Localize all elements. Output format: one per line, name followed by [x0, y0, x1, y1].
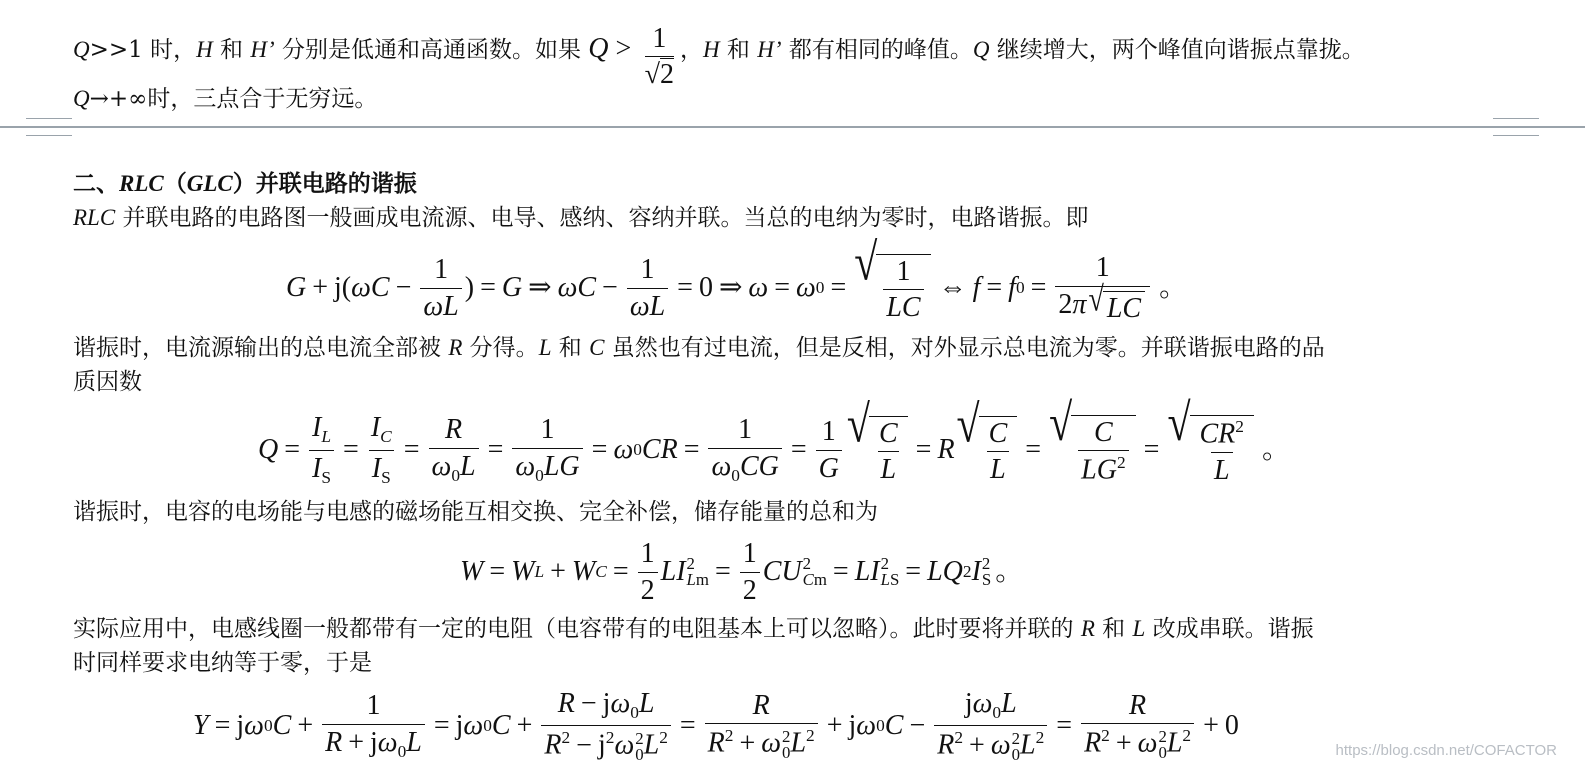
fraction-1-over-sqrt2 — [642, 24, 677, 90]
section-heading — [73, 167, 417, 201]
symbol: Q — [73, 86, 90, 111]
text: 实际应用中，电感线圈一般都带有一定的电阻（电容带有的电阻基本上可以忽略）。此时要将并联的 — [73, 616, 1081, 642]
text: 和 — [212, 36, 251, 63]
text: > — [608, 32, 632, 64]
text: 和 — [719, 36, 758, 63]
equation-quality-factor: Q = $\frac{I_L}{I_S}$ = $\frac{I_C}{I_S}$ = $\frac{R}{\omega_0L}$ = $\frac{1}{\omega_0LG}$ = ω 0 CR = $\frac{1}{\omega_0CG}$ = $\frac{1}{G}$ √ $\frac{C}{L}$ = R √ $\frac{C}{L}$ = √ $\frac{C}{LG^2}$ = √ $\frac{CR^2}{L}$ 。 — [258, 394, 1290, 487]
page-break-line — [0, 126, 1585, 128]
text: 谐振时，电流源输出的总电流全部被 — [73, 335, 449, 361]
heading-paren: （ — [163, 170, 187, 197]
heading-glc: GLC — [186, 171, 233, 196]
text: 和 — [1094, 616, 1133, 642]
text: ， — [680, 36, 703, 63]
text: >>1 时， — [89, 36, 197, 63]
text: 继续增大，两个峰值向谐振点靠拢。 — [989, 36, 1365, 63]
symbol: Q — [73, 36, 90, 62]
symbol: H’ — [250, 36, 275, 62]
sqrt-arg: 2 — [660, 59, 674, 91]
paragraph-energy — [73, 495, 878, 529]
symbol: R — [448, 335, 463, 360]
symbol: R — [1080, 616, 1095, 641]
heading-suffix: 并联电路的谐振 — [255, 170, 417, 197]
symbol: C — [589, 335, 605, 360]
watermark: https://blog.csdn.net/COFACTOR — [1335, 742, 1557, 759]
text: 分得。 — [462, 335, 539, 361]
paragraph-practical — [73, 612, 1314, 646]
text: 谐振时，电容的电场能与电感的磁场能互相交换、完全补偿，储存能量的总和为 — [73, 499, 878, 525]
text: 分别是低通和高通函数。如果 — [274, 36, 589, 63]
heading-rlc: RLC — [119, 171, 164, 196]
page-corner-mark-left — [26, 118, 72, 136]
text: 都有相同的峰值。 — [781, 36, 973, 63]
numerator: 1 — [652, 23, 667, 54]
equation-admittance: Y = j ω 0 C + $\frac{1}{R + j\omega_0L}$ = j ω 0 C + $R - j\omega_0L$ $R^2 - j^2\omega$ 2 0 $L^2$ = R $R^2 + \omega$ 2 0 $L^2$ + j ω 0 C − $j\omega_0L$ $R^2 + \omega$ 2 0 $L^2$ = R $R^2 + \omega$ 2 0 $L^2$ + 0 — [193, 687, 1239, 765]
text: 虽然也有过电流，但是反相，对外显示总电流为零。并联谐振电路的品 — [604, 335, 1325, 361]
symbol: L — [538, 335, 552, 360]
text: 改成串联。谐振 — [1145, 616, 1314, 642]
heading-paren: ） — [232, 170, 256, 197]
paragraph-rlc-intro — [73, 201, 1089, 235]
symbol: H’ — [757, 36, 782, 62]
equation-energy: W = W L + W C = $\frac{1}{2}$ LI 2 Lm = $\frac{1}{2}$ CU 2 Cm = LI 2 LS = LQ 2 I 2 S 。 — [460, 538, 1024, 606]
symbol: H — [703, 36, 720, 62]
symbol: Q — [588, 32, 609, 64]
paragraph-q-high — [73, 18, 1365, 91]
text: 时同样要求电纳等于零，于是 — [73, 650, 372, 676]
symbol: Q — [972, 36, 990, 62]
text: 并联电路的电路图一般画成电流源、电导、感纳、容纳并联。当总的电纳为零时，电路谐振。即 — [115, 205, 1089, 231]
equation-resonance: G + j( ωC − $\frac{1}{\omega L}$ ) = G ⇒ ωC − $\frac{1}{\omega L}$ = 0 ⇒ ω = ω 0 = √ $\frac{1}{LC}$ ⇔ f = f 0 = 1 2π √ LC 。 — [286, 233, 1188, 324]
symbol: L — [1132, 616, 1146, 641]
text: 和 — [551, 335, 590, 361]
symbol: H — [196, 36, 213, 62]
denominator: √2 — [642, 56, 677, 89]
text: 质因数 — [73, 369, 142, 395]
paragraph-current-split — [73, 331, 1325, 365]
page-corner-mark-right — [1493, 118, 1539, 136]
paragraph-q-infinity — [73, 82, 377, 116]
paragraph-current-split-line2 — [73, 365, 142, 399]
heading-prefix: 二、 — [73, 170, 119, 197]
paragraph-practical-line2 — [73, 646, 372, 680]
symbol: RLC — [73, 205, 116, 230]
text: →+∞时，三点合于无穷远。 — [89, 86, 378, 112]
